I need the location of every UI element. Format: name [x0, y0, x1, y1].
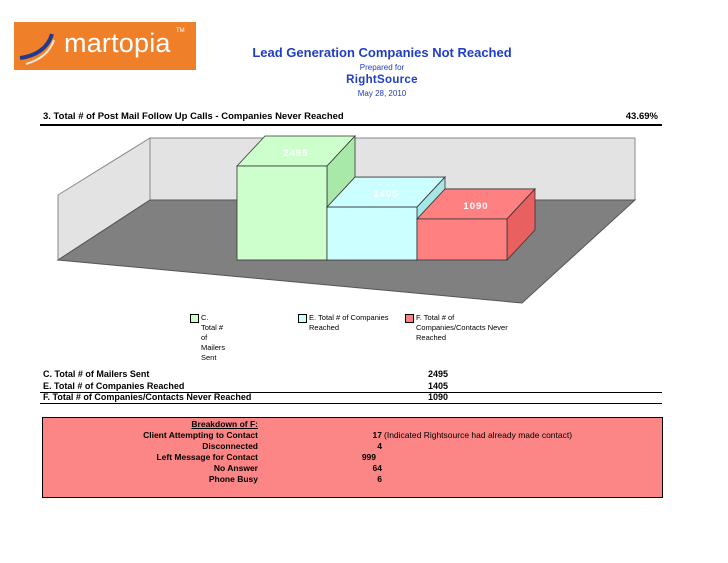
section-title: 3. Total # of Post Mail Follow Up Calls - Companies Never Reached — [43, 111, 344, 122]
summary-label-never-reached: F. Total # of Companies/Contacts Never Reached — [43, 392, 252, 402]
bar-companies-reached — [327, 207, 417, 260]
breakdown-row-label: Phone Busy — [208, 474, 258, 484]
client-name: RightSource — [346, 74, 418, 86]
section-percent: 43.69% — [625, 111, 658, 122]
breakdown-row-label: Left Message for Contact — [156, 452, 258, 462]
report-date: May 28, 2010 — [357, 89, 407, 98]
logo-swoosh-icon — [14, 22, 62, 70]
breakdown-row-value: 999 — [361, 452, 376, 462]
summary-value-mailers: 2495 — [428, 369, 449, 379]
breakdown-row-label: Disconnected — [202, 441, 258, 451]
summary-bottom-divider — [40, 403, 662, 404]
data-label-companies-reached: 1405 — [373, 189, 399, 201]
report-title: Lead Generation Companies Not Reached — [252, 45, 512, 60]
breakdown-row-value: 17 — [372, 430, 382, 440]
prepared-for: Prepared for — [359, 63, 405, 72]
breakdown-row-label: No Answer — [213, 463, 258, 473]
legend-label-companies-reached: E. Total # of Companies Reached — [309, 313, 389, 332]
breakdown-row-label: Client Attempting to Contact — [143, 430, 258, 440]
breakdown-box — [42, 417, 663, 498]
legend-swatch-never-reached — [405, 314, 414, 323]
logo-trademark: TM — [176, 28, 185, 34]
breakdown-row-value: 6 — [377, 474, 382, 484]
summary-value-never-reached: 1090 — [428, 392, 449, 402]
breakdown-heading: Breakdown of F: — [191, 419, 258, 429]
data-label-never-reached: 1090 — [463, 200, 489, 212]
data-label-mailers: 2495 — [283, 148, 309, 159]
bar-mailers — [237, 166, 327, 260]
breakdown-row-note: (Indicated Rightsource had already made contact) — [384, 430, 573, 440]
summary-label-mailers: C. Total # of Mailers Sent — [43, 369, 150, 379]
breakdown-row-value: 64 — [372, 463, 382, 473]
martopia-logo — [14, 22, 196, 70]
summary-label-companies-reached: E. Total # of Companies Reached — [43, 381, 185, 391]
breakdown-row-value: 4 — [377, 441, 382, 451]
bar-never-reached — [417, 219, 507, 260]
legend-label-mailers: C. Total # of Mailers Sent — [201, 313, 226, 362]
logo-wordmark: martopia — [64, 28, 171, 58]
summary-value-companies-reached: 1405 — [428, 381, 449, 391]
legend-label-never-reached: F. Total # of Companies/Contacts Never Reached — [416, 313, 508, 342]
legend-swatch-mailers — [190, 314, 199, 323]
legend-swatch-companies-reached — [298, 314, 307, 323]
